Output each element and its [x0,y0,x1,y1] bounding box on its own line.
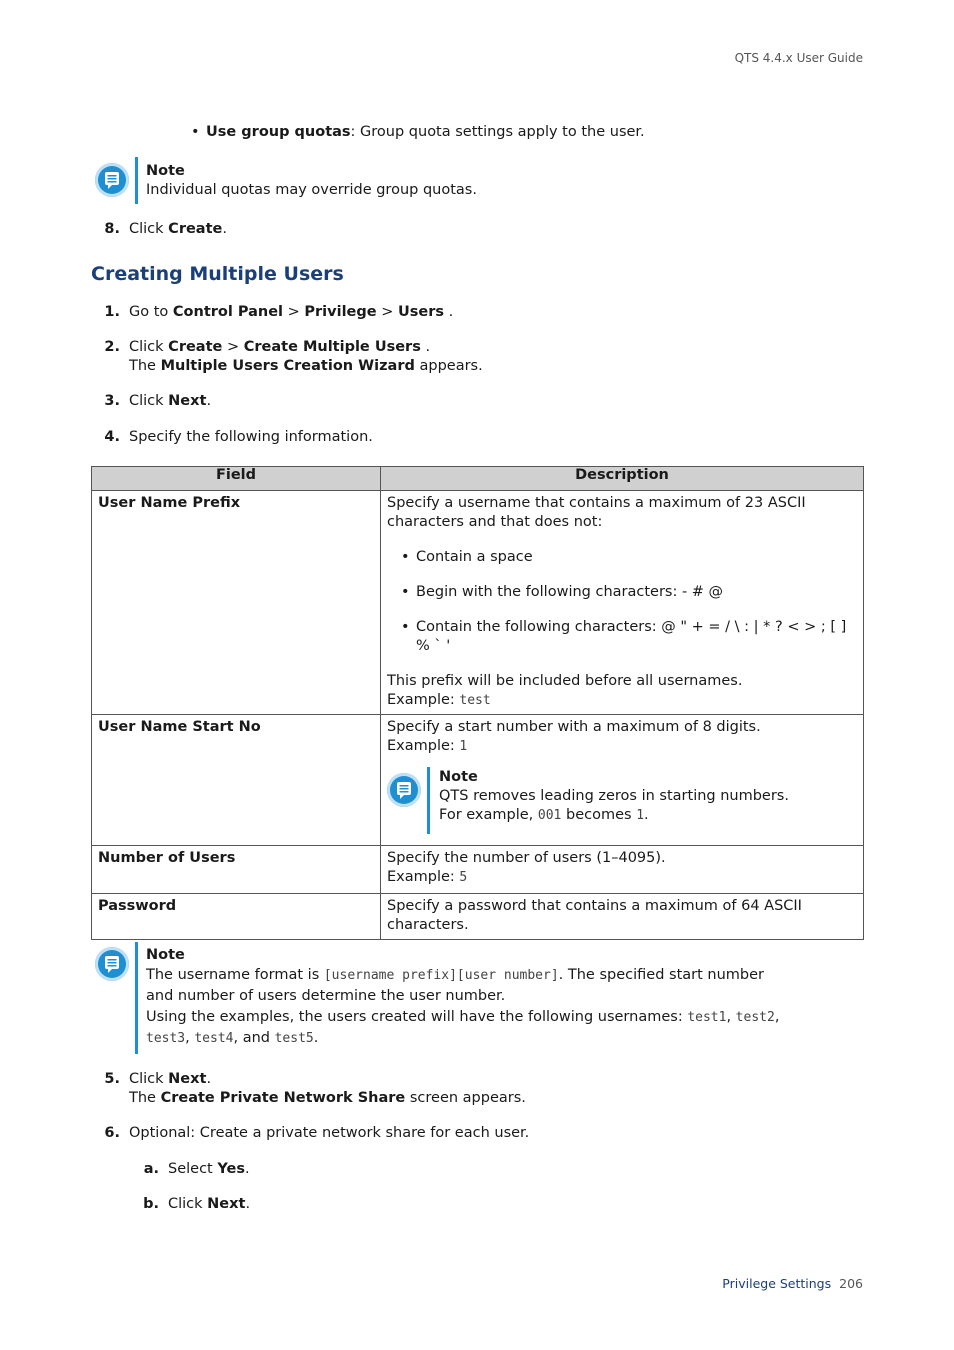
step-5 [104,1070,526,1108]
note-bar [427,767,430,834]
step-text: The [129,1090,161,1106]
note-text: and number of users determine the user number. [146,988,506,1004]
ui-term: Control Panel [172,304,284,320]
ui-term: Create [168,221,223,237]
example-label: Example: [387,869,460,885]
note-text: , [774,1009,780,1025]
bullet-term: Use group quotas [206,124,351,140]
description-text: Specify a start number with a maximum of 8 digits. [387,719,761,735]
table-header-row [92,467,864,491]
description-cell [381,491,864,715]
step-3 [104,392,212,411]
description-text: characters. [387,917,469,933]
page-number: 206 [839,1276,863,1291]
description-cell [381,715,864,846]
field-cell: Number of Users [92,846,381,894]
column-header-field: Field [92,467,381,491]
code-value: test4 [194,1031,234,1046]
note-text: Using the examples, the users created will have the following usernames: [146,1009,688,1025]
step-number: 1. [104,304,120,320]
step-text: Click [129,1071,169,1087]
example-label: Example: [387,738,460,754]
step-text: . [206,1071,212,1087]
description-text: This prefix will be included before all usernames. [387,673,743,689]
table-row [92,894,864,940]
step-text: . [206,393,212,409]
code-value: [username prefix][user number] [323,968,559,983]
step-number: 3. [104,393,120,409]
note-text: The username format is [146,967,324,983]
step-1 [104,303,454,322]
field-description-table [91,466,864,940]
field-cell: User Name Prefix [92,491,381,715]
description-cell [381,846,864,894]
note-text [439,806,789,825]
ui-term: Next [207,1196,246,1212]
step-text: . [244,1161,250,1177]
note-title: Note [146,947,185,963]
table-row [92,491,864,715]
code-value: test5 [274,1031,314,1046]
ui-term: Create [168,339,223,355]
code-value: 1 [636,808,645,823]
note-icon [387,773,421,807]
ui-term: Next [168,1071,207,1087]
step-text: screen appears. [405,1090,526,1106]
step-number: 8. [104,221,120,237]
list-item: • Contain the following characters: @ " + = / \ : | * ? < > ; [ ] % ` ' [416,618,857,656]
column-header-description: Description [381,467,864,491]
step-text: . [444,304,454,320]
table-row [92,846,864,894]
ui-term: Create Multiple Users [243,339,421,355]
note-bar [135,942,138,1054]
note-text [146,965,779,986]
step-text: Click [129,221,169,237]
bullet-text: : Group quota settings apply to the user. [350,124,645,140]
separator: > [222,339,244,355]
step-text: Click [129,339,169,355]
note-text: , [726,1009,736,1025]
field-cell: Password [92,894,381,940]
note-title: Note [439,769,478,785]
note-box [387,768,857,834]
ui-term: Users [397,304,445,320]
footer-section-name: Privilege Settings [722,1276,832,1291]
step-text: Specify the following information. [129,429,373,445]
table-row [92,715,864,846]
list-item [206,123,645,142]
note-text: . [644,807,649,823]
description-text: Specify a password that contains a maximum of 64 ASCII [387,898,802,914]
step-number: 5. [104,1071,120,1087]
note-box [146,946,779,1049]
step-text: Optional: Create a private network share for each user. [129,1125,530,1141]
description-text: Specify a username that contains a maximum of 23 ASCII [387,495,806,511]
substep-a [143,1160,250,1179]
step-text: Click [129,393,169,409]
description-cell [381,894,864,940]
step-6 [104,1124,530,1143]
substep-b [143,1195,251,1214]
page-header-title: QTS 4.4.x User Guide [734,51,863,65]
note-text: . The specified start number [558,967,764,983]
step-text: Select [168,1161,218,1177]
separator: > [283,304,305,320]
note-text: , [185,1030,195,1046]
step-2 [104,338,483,376]
step-text: Click [168,1196,208,1212]
example-line [387,691,857,710]
note-text: , and [233,1030,275,1046]
note-icon [95,947,129,981]
code-value: test1 [687,1010,727,1025]
ui-term: Multiple Users Creation Wizard [160,358,415,374]
substep-letter: a. [143,1161,159,1177]
note-bar [135,157,138,204]
step-4 [104,428,373,447]
note-text: Individual quotas may override group quotas. [146,182,477,198]
step-text: The [129,358,161,374]
example-value: 5 [459,870,468,885]
note-text: For example, [439,807,538,823]
description-text: Specify the number of users (1–4095). [387,850,666,866]
note-box [146,162,477,200]
example-line [387,868,857,887]
example-line [387,737,857,756]
step-number: 4. [104,429,120,445]
list-item: • Begin with the following characters: - # @ [416,583,857,602]
substep-letter: b. [143,1196,159,1212]
code-value: test3 [146,1031,186,1046]
note-text [146,1028,779,1049]
note-text: . [313,1030,319,1046]
description-text: characters and that does not: [387,514,603,530]
step-number: 6. [104,1125,120,1141]
note-text: becomes [561,807,637,823]
note-text: QTS removes leading zeros in starting numbers. [439,788,789,804]
step-text: . [222,221,227,237]
ui-term: Create Private Network Share [160,1090,406,1106]
example-label: Example: [387,692,460,708]
note-icon [95,163,129,197]
ui-term: Privilege [304,304,377,320]
note-text [146,1007,779,1028]
step-text: . [245,1196,251,1212]
ui-term: Yes [217,1161,245,1177]
section-title: Creating Multiple Users [91,263,344,285]
step-8 [104,220,227,239]
field-cell: User Name Start No [92,715,381,846]
ui-term: Next [168,393,207,409]
page-footer [722,1276,863,1291]
step-number: 2. [104,339,120,355]
step-text: . [420,339,431,355]
step-text: Go to [129,304,173,320]
example-value: test [459,693,491,708]
example-value: 1 [459,739,468,754]
note-title: Note [146,163,185,179]
list-item: • Contain a space [416,548,857,567]
separator: > [376,304,398,320]
step-text: appears. [414,358,483,374]
code-value: 001 [537,808,562,823]
code-value: test2 [735,1010,775,1025]
